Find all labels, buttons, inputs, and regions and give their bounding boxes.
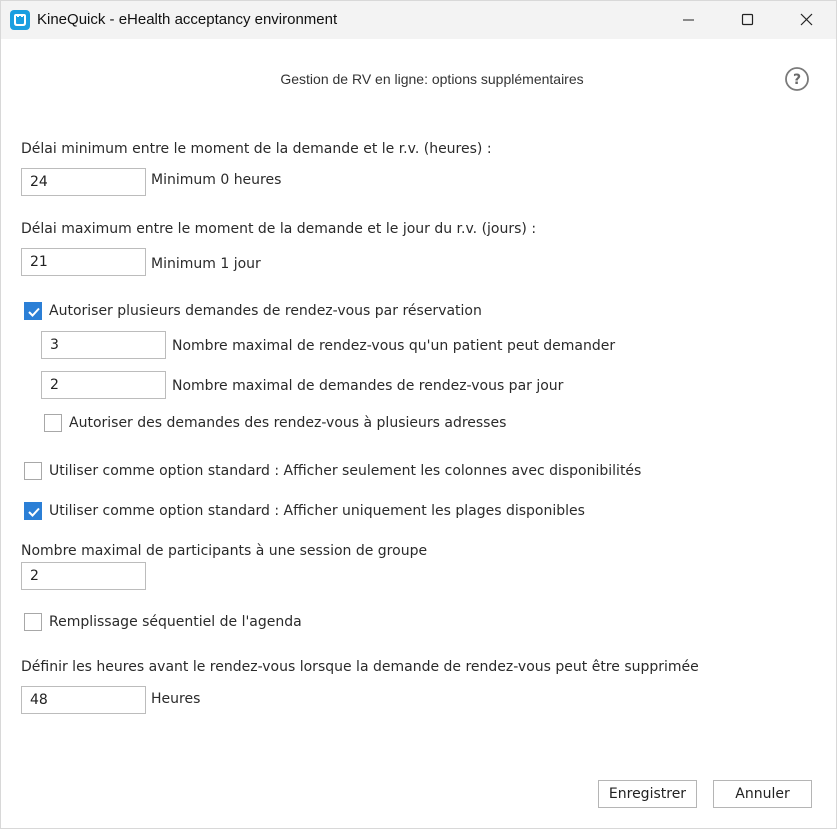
minimize-icon bbox=[659, 1, 717, 39]
kinequick-app-icon bbox=[10, 10, 30, 30]
max-delay-label: Délai maximum entre le moment de la demande et le jour du r.v. (jours) : bbox=[21, 221, 537, 237]
max-delay-hint: Minimum 1 jour bbox=[151, 256, 261, 272]
save-button[interactable]: Enregistrer bbox=[598, 780, 697, 808]
cancel-hours-input[interactable] bbox=[21, 686, 146, 714]
multiple-requests-label: Autoriser plusieurs demandes de rendez-vous par réservation bbox=[49, 303, 482, 319]
close-icon bbox=[777, 1, 835, 39]
close-button[interactable] bbox=[777, 1, 835, 39]
checkmark-icon bbox=[25, 303, 43, 321]
group-session-input[interactable] bbox=[21, 562, 146, 590]
min-delay-label: Délai minimum entre le moment de la demande et le r.v. (heures) : bbox=[21, 141, 492, 157]
title-bar[interactable] bbox=[1, 1, 836, 39]
maximize-button[interactable] bbox=[718, 1, 776, 39]
show-slots-available-checkbox[interactable] bbox=[24, 502, 42, 520]
max-delay-input[interactable] bbox=[21, 248, 146, 276]
min-delay-input[interactable] bbox=[21, 168, 146, 196]
group-session-label: Nombre maximal de participants à une session de groupe bbox=[21, 543, 428, 559]
min-delay-hint: Minimum 0 heures bbox=[151, 172, 282, 188]
max-per-patient-input[interactable] bbox=[41, 331, 166, 359]
question-mark-circle-icon[interactable] bbox=[785, 67, 809, 91]
show-slots-available-label: Utiliser comme option standard : Afficher uniquement les plages disponibles bbox=[49, 503, 585, 519]
cancel-hours-label: Définir les heures avant le rendez-vous lorsque la demande de rendez-vous peut être supprimée bbox=[21, 659, 699, 675]
max-per-patient-label: Nombre maximal de rendez-vous qu'un patient peut demander bbox=[172, 338, 616, 354]
sequential-fill-label: Remplissage séquentiel de l'agenda bbox=[49, 614, 302, 630]
cancel-button[interactable]: Annuler bbox=[713, 780, 812, 808]
maximize-icon bbox=[718, 1, 776, 39]
svg-text:?: ? bbox=[792, 72, 802, 88]
sequential-fill-checkbox[interactable] bbox=[24, 613, 42, 631]
minimize-button[interactable] bbox=[659, 1, 717, 39]
window-title: KineQuick - eHealth acceptancy environment bbox=[37, 11, 338, 28]
show-columns-available-label: Utiliser comme option standard : Afficher seulement les colonnes avec disponibilités bbox=[49, 463, 642, 479]
dialog-heading: Gestion de RV en ligne: options supplémentaires bbox=[280, 71, 584, 87]
max-per-day-label: Nombre maximal de demandes de rendez-vous par jour bbox=[172, 378, 564, 394]
show-columns-available-checkbox[interactable] bbox=[24, 462, 42, 480]
cancel-hours-hint: Heures bbox=[151, 691, 201, 707]
checkmark-icon bbox=[25, 503, 43, 521]
max-per-day-input[interactable] bbox=[41, 371, 166, 399]
multiple-addresses-label: Autoriser des demandes des rendez-vous à plusieurs adresses bbox=[69, 415, 507, 431]
multiple-requests-checkbox[interactable] bbox=[24, 302, 42, 320]
multiple-addresses-checkbox[interactable] bbox=[44, 414, 62, 432]
